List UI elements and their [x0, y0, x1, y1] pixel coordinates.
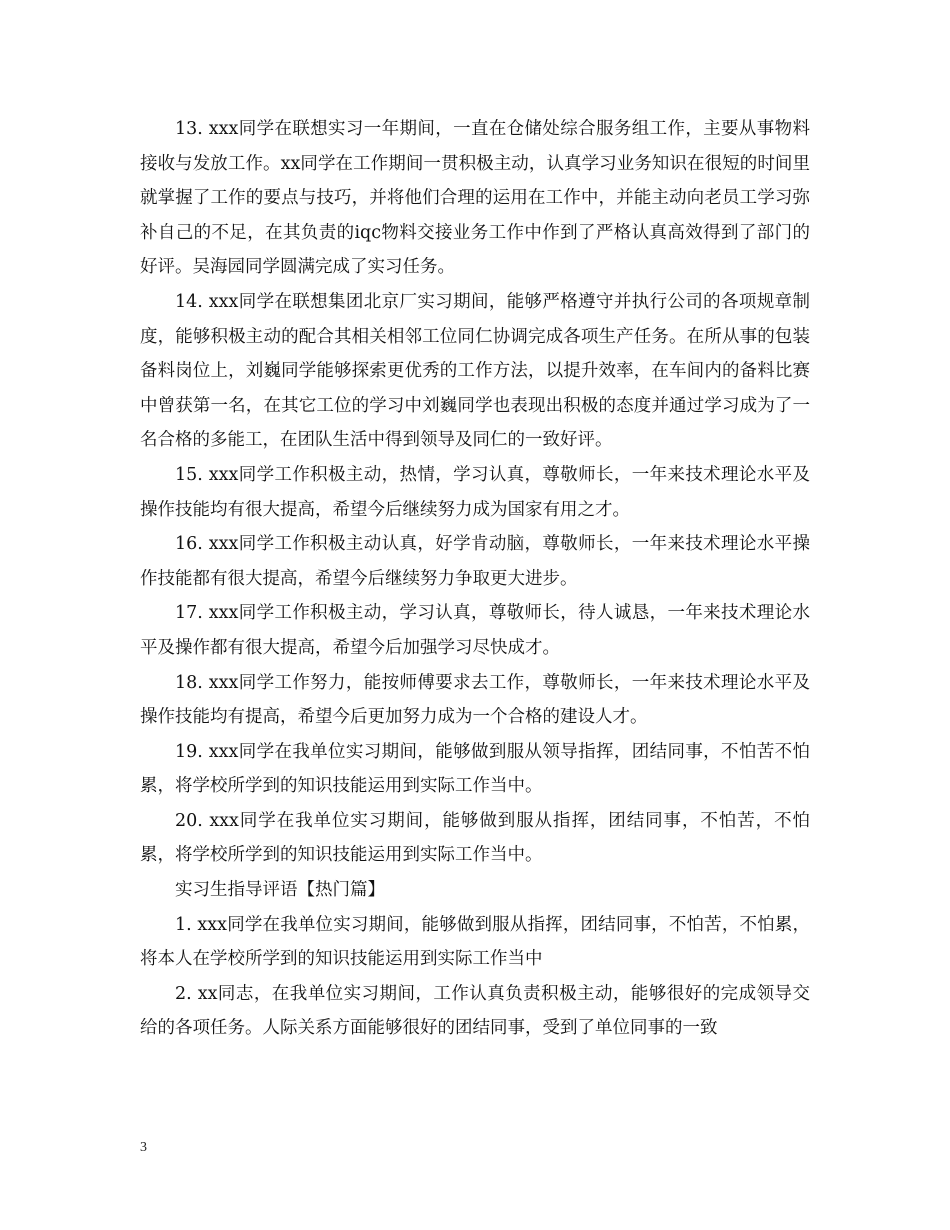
paragraph-20: 20. xxx同学在我单位实习期间，能够做到服从指挥，团结同事，不怕苦，不怕累，将学校所学到的知识技能运用到实际工作当中。 — [140, 810, 810, 866]
paragraph-19: 19. xxx同学在我单位实习期间，能够做到服从领导指挥，团结同事，不怕苦不怕累，将学校所学到的知识技能运用到实际工作当中。 — [140, 741, 810, 797]
paragraph-17: 17. xxx同学工作积极主动，学习认真，尊敬师长，待人诚恳，一年来技术理论水平及操作都有很大提高，希望今后加强学习尽快成才。 — [140, 603, 810, 658]
page-number: 3 — [140, 1140, 147, 1155]
paragraph-hot-2: 2. xx同志，在我单位实习期间，工作认真负责积极主动，能够很好的完成领导交给的各项任务。人际关系方面能够很好的团结同事，受到了单位同事的一致 — [140, 983, 810, 1039]
paragraph-18: 18. xxx同学工作努力，能按师傅要求去工作，尊敬师长，一年来技术理论水平及操作技能均有提高，希望今后更加努力成为一个合格的建设人才。 — [140, 672, 810, 728]
paragraph-14: 14. xxx同学在联想集团北京厂实习期间，能够严格遵守并执行公司的各项规章制度，能够积极主动的配合其相关相邻工位同仁协调完成各项生产任务。在所从事的包装备料岗位上，刘巍同学能够探索更优秀的工作方法，以提升效率，在车间内的备料比赛中曾获第一名，在其它工位的学习中刘巍同学也表现出积极的态度并通过学习成为了一名合格的多能工，在团队生活中得到领导及同仁的一致好评。 — [140, 291, 810, 451]
document-body — [140, 112, 810, 1046]
paragraph-15: 15. xxx同学工作积极主动，热情，学习认真，尊敬师长，一年来技术理论水平及操作技能均有很大提高，希望今后继续努力成为国家有用之才。 — [140, 464, 810, 520]
paragraph-13: 13. xxx同学在联想实习一年期间，一直在仓储处综合服务组工作，主要从事物料接收与发放工作。xx同学在工作期间一贯积极主动，认真学习业务知识在很短的时间里就掌握了工作的要点与技巧，并将他们合理的运用在工作中，并能主动向老员工学习弥补自己的不足，在其负责的iqc物料交接业务工作中作到了严格认真高效得到了部门的好评。吴海园同学圆满完成了实习任务。 — [140, 119, 810, 278]
section-heading: 实习生指导评语【热门篇】 — [175, 880, 385, 901]
paragraph-16: 16. xxx同学工作积极主动认真，好学肯动脑，尊敬师长，一年来技术理论水平操作技能都有很大提高，希望今后继续努力争取更大进步。 — [140, 534, 810, 589]
paragraph-hot-1: 1. xxx同学在我单位实习期间，能够做到服从指挥，团结同事，不怕苦，不怕累，将本人在学校所学到的知识技能运用到实际工作当中 — [140, 914, 810, 970]
